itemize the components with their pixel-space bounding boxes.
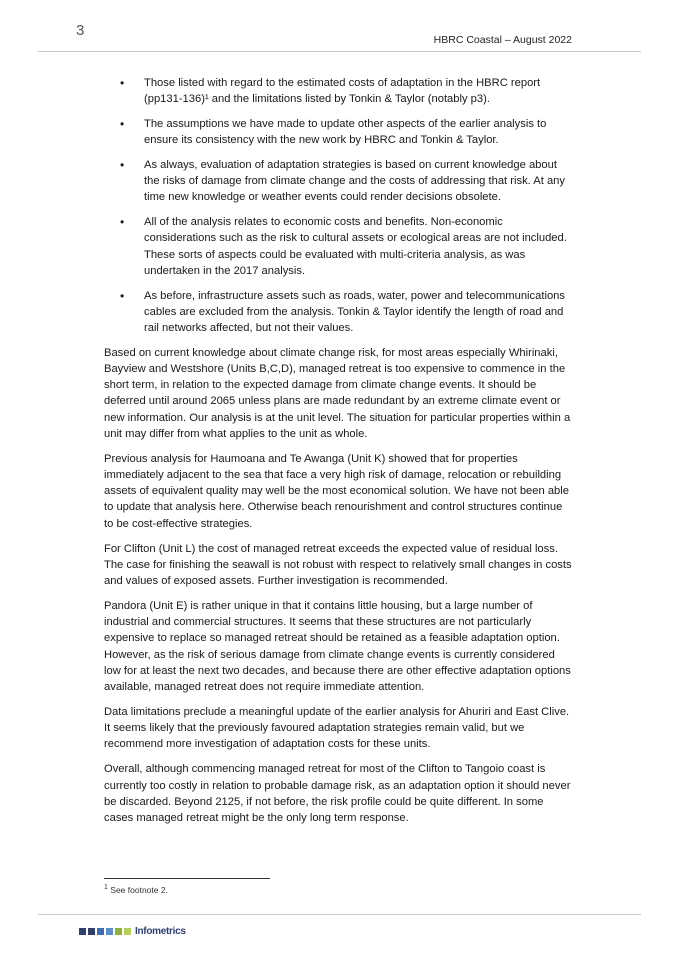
footnote [104, 884, 168, 895]
body-paragraph: For Clifton (Unit L) the cost of managed retreat exceeds the expected value of residual loss. The case for finishing the seawall is not robust with respect to relatively small changes in costs and values of exposed assets. Further investigation is recommended. [104, 542, 572, 588]
bullet-text: As before, infrastructure assets such as roads, water, power and telecommunications cables are excluded from the analysis. Tonkin & Taylor identify the length of road and rail networks affected, but not their values. [144, 289, 565, 335]
logo-square-icon [79, 928, 86, 935]
body-paragraph: Data limitations preclude a meaningful update of the earlier analysis for Ahuriri and East Clive. It seems likely that the previously favoured adaptation strategies remain valid, but we recommend more investigation of adaptation costs for these units. [104, 706, 570, 751]
footnote-marker: 1 [104, 884, 108, 891]
logo-wordmark: Infometrics [135, 925, 186, 937]
body-paragraph: Pandora (Unit E) is rather unique in that it contains little housing, but a large number of industrial and commercial structures. It seems that these structures are not particularly expensive to replace so managed retreat should be retained as a feasible adaptation option. However, as the risk of serious damage from climate change events is currently considered low for at least the next two decades, and because there are other effective adaptation options available, managed retreat does not require immediate attention. [104, 600, 571, 694]
logo-square-icon [97, 928, 104, 935]
logo-square-icon [124, 928, 131, 935]
bullet-text: All of the analysis relates to economic costs and benefits. Non-economic considerations such as the risk to cultural assets or ecological areas are not included. These sorts of aspects could be evaluated with multi-criteria analysis, as was undertaken in the 2017 analysis. [144, 216, 567, 277]
bullet-icon: • [120, 117, 125, 131]
bullet-item [104, 116, 572, 148]
page-number: 3 [76, 22, 85, 39]
page-body [104, 75, 572, 835]
header-divider [38, 51, 641, 52]
bullet-icon: • [120, 76, 125, 90]
body-paragraph: Previous analysis for Haumoana and Te Awanga (Unit K) showed that for properties immediately adjacent to the sea that face a very high risk of damage, relocation or rebuilding assets of equivalent quality may well be the most economical solution. We have not been able to update that analysis here. Otherwise beach renourishment and control structures continue to be cost-effective strategies. [104, 452, 569, 530]
bullet-icon: • [120, 158, 125, 172]
body-paragraph: Based on current knowledge about climate change risk, for most areas especially Whirinaki, Bayview and Westshore (Units B,C,D), managed retreat is too expensive to commence in the short term, in relation to the expected damage from climate change events. It should be deferred until around 2065 unless plans are made redundant by an extreme climate event or new information. Our analysis is at the unit level. The situation for particular properties within a unit may differ from what applies to the unit as whole. [104, 346, 571, 440]
logo-square-icon [106, 928, 113, 935]
bullet-text: Those listed with regard to the estimated costs of adaptation in the HBRC report (pp131-136)¹ and the limitations listed by Tonkin & Taylor (notably p3). [144, 77, 541, 106]
logo-square-icon [88, 928, 95, 935]
footer-divider [38, 914, 641, 915]
bullet-item [104, 157, 572, 206]
footnote-divider [104, 878, 270, 879]
footnote-text: See footnote 2. [110, 884, 168, 895]
bullet-icon: • [120, 288, 125, 303]
bullet-item [104, 288, 572, 337]
bullet-item [104, 75, 572, 107]
body-paragraph: Overall, although commencing managed retreat for most of the Clifton to Tangoio coast is currently too costly in relation to probable damage risk, as an adaptation option it should never be discarded. Beyond 2125, if not before, the risk profile could be quite different. In some cases managed retreat might be the only long term response. [104, 763, 571, 825]
bullet-text: The assumptions we have made to update other aspects of the earlier analysis to ensure its consistency with the new work by HBRC and Tonkin & Taylor. [144, 118, 547, 147]
logo-square-icon [115, 928, 122, 935]
bullet-text: As always, evaluation of adaptation strategies is based on current knowledge about the risks of damage from climate change and the costs of addressing that risk. At any time new knowledge or weather events could render decisions obsolete. [144, 159, 565, 204]
limitations-bullet-list [104, 75, 572, 336]
running-header-title: HBRC Coastal – August 2022 [433, 34, 572, 46]
bullet-item [104, 214, 572, 279]
infometrics-logo [79, 925, 186, 937]
bullet-icon: • [120, 215, 125, 230]
